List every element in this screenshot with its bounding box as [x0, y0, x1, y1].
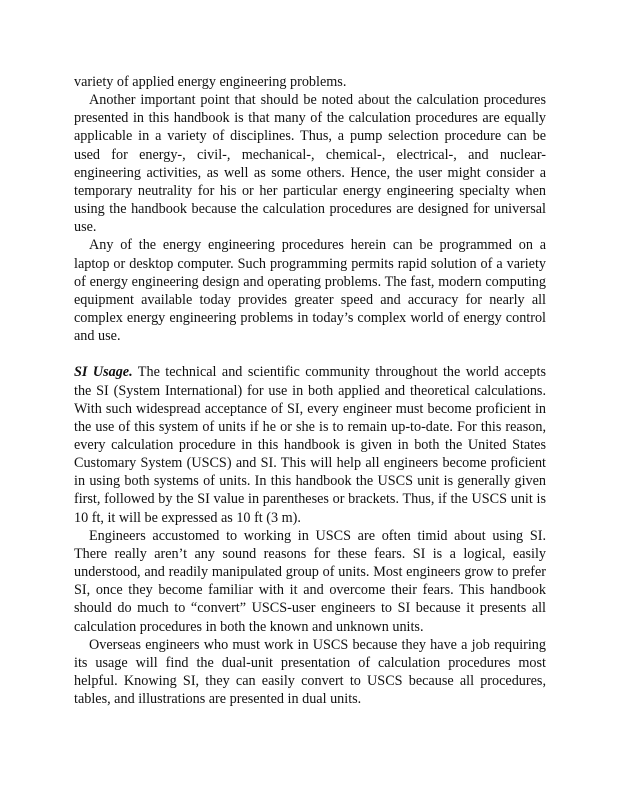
paragraph-uscs-engineers: Engineers accustomed to working in USCS are often timid about using SI. There really aren’t any sound reasons for these fears. SI is a logical, easily understood, and readily manipulated group of units. Most engineers grow to prefer SI, once they become familiar with it and overcome their fears. This handbook should do much to “convert” USCS-user engineers to SI because it presents all calculation procedures in both the known and unknown units. — [74, 527, 546, 635]
paragraph-calculation-procedures: Another important point that should be noted about the calculation procedures presented in this handbook is that many of the calculation procedures are equally applicable in a variety of disciplines. Thus, a pump selection procedure can be used for energy-, civil-, mechanical-, chemical-, electrical-, and nuclear-engineering activities, as well as some others. Hence, the user might consider a temporary neutrality for his or her particular energy engineering specialty when using the handbook because the calculation procedures are designed for universal use. — [74, 92, 546, 236]
paragraph-si-usage — [74, 363, 546, 526]
paragraph-programming: Any of the energy engineering procedures herein can be programmed on a laptop or desktop computer. Such programming permits rapid solution of a variety of energy engineering design and operating problems. The fast, modern computing equipment available today provides greater speed and accuracy for nearly all complex energy engineering problems in today’s complex world of energy control and use. — [74, 237, 546, 345]
si-usage-body: The technical and scientific community throughout the world accepts the SI (System International) for use in both applied and theoretical calculations. With such widespread acceptance of SI, every engineer must become proficient in the use of this system of units if he or she is to remain up-to-date. For this reason, every calculation procedure in this handbook is given in both the United States Customary System (USCS) and SI. This will help all engineers become proficient in using both systems of units. In this handbook the USCS unit is generally given first, followed by the SI value in parentheses or brackets. Thus, if the USCS unit is 10 ft, it will be expressed as 10 ft (3 m). — [74, 364, 546, 526]
paragraph-overseas-engineers: Overseas engineers who must work in USCS because they have a job requiring its usage will find the dual-unit presentation of calculation procedures most helpful. Knowing SI, they can easily convert to USCS because all procedures, tables, and illustrations are presented in dual units. — [74, 636, 546, 708]
paragraph-continuation: variety of applied energy engineering problems. — [74, 74, 347, 90]
document-page — [74, 73, 546, 708]
section-heading-si-usage: SI Usage. — [74, 364, 133, 381]
